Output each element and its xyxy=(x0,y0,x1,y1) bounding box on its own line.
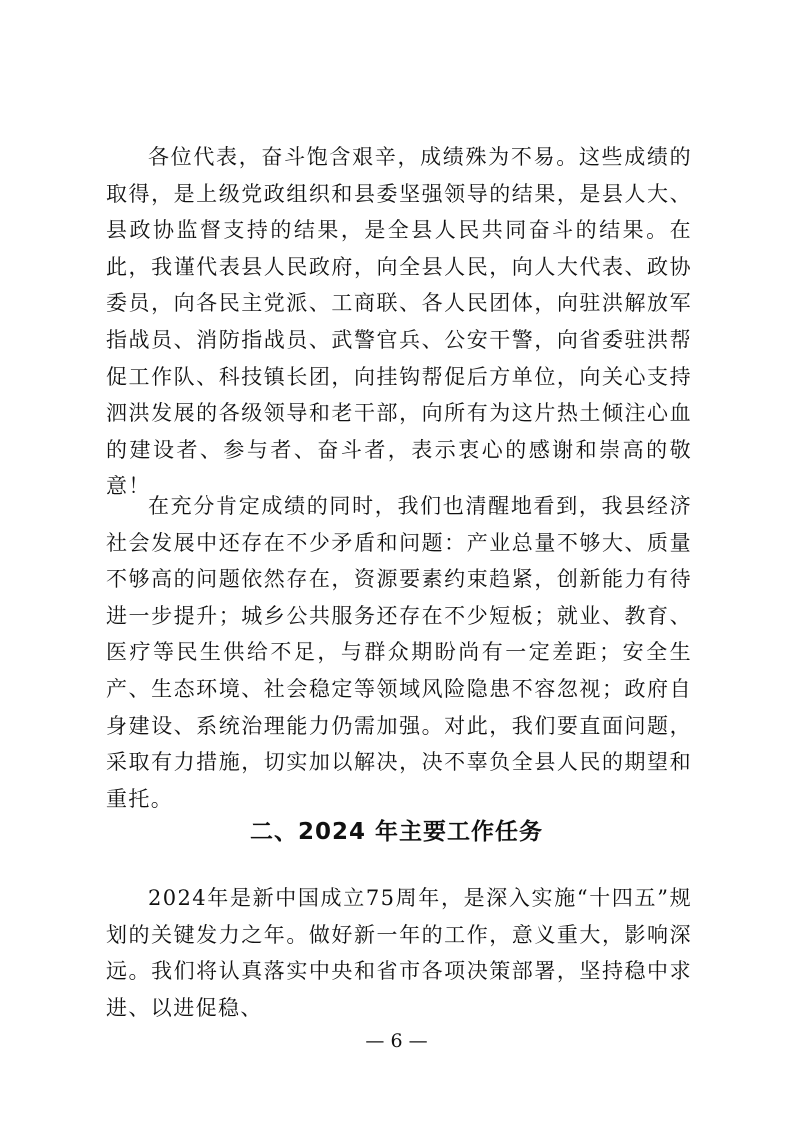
page-number: — 6 — xyxy=(365,1030,428,1052)
paragraph-thanks: 各位代表，奋斗饱含艰辛，成绩殊为不易。这些成绩的取得，是上级党政组织和县委坚强领导的结果，是县人大、县政协监督支持的结果，是全县人民共同奋斗的结果。在此，我谨代表县人民政府，向全县人民，向人大代表、政协委员，向各民主党派、工商联、各人民团体，向驻洪解放军指战员、消防指战员、武警官兵、公安干警，向省委驻洪帮促工作队、科技镇长团，向挂钩帮促后方单位，向关心支持泗洪发展的各级领导和老干部，向所有为这片热土倾注心血的建设者、参与者、奋斗者，表示衷心的感谢和崇高的敬意！ xyxy=(106,145,692,499)
paragraph-problems: 在充分肯定成绩的同时，我们也清醒地看到，我县经济社会发展中还存在不少矛盾和问题：产业总量不够大、质量不够高的问题依然存在，资源要素约束趋紧，创新能力有待进一步提升；城乡公共服务还存在不少短板；就业、教育、医疗等民生供给不足，与群众期盼尚有一定差距；安全生产、生态环境、社会稳定等领域风险隐患不容忽视；政府自身建设、系统治理能力仍需加强。对此，我们要直面问题，采取有力措施，切实加以解决，决不辜负全县人民的期望和重托。 xyxy=(106,494,692,811)
section-heading: 二、2024 年主要工作任务 xyxy=(249,819,544,845)
paragraph-2024-tasks: 2024年是新中国成立75周年，是深入实施“十四五”规划的关键发力之年。做好新一年的工作，意义重大，影响深远。我们将认真落实中央和省市各项决策部署，坚持稳中求进、以进促稳、 xyxy=(106,886,692,1020)
